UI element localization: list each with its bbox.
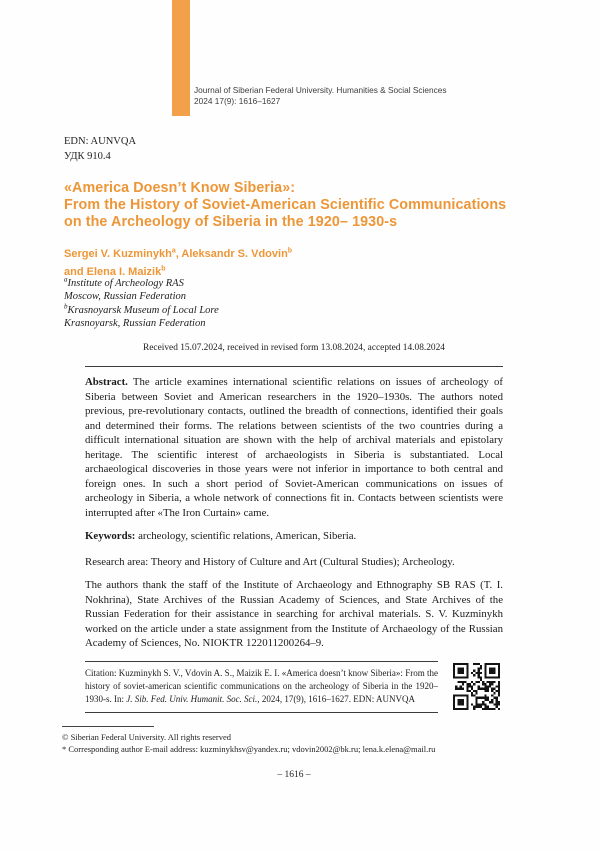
journal-issue: 2024 17(9): 1616–1627 (194, 95, 281, 106)
edn-code: EDN: AUNVQA (64, 136, 137, 147)
correspondence-line: * Corresponding author E-mail address: kuzminykhsv@yandex.ru; vdovin2002@bk.ru; lena.k.elena@mail.ru (62, 744, 436, 755)
citation-journal-abbrev: J. Sib. Fed. Univ. Humanit. Soc. Sci., (126, 693, 260, 704)
authors-line-1 (64, 246, 292, 264)
acknowledgement-paragraph: The authors thank the staff of the Institute of Archaeology and Ethnography SB RAS (T. I. Nokhrina), State Archives of the Russian Academy of Sciences, and State Archives of the Russian Federation for their assistance in searching for archival materials. S. V. Kuzminykh worked on the article under a state assignment from the Institute of Archaeology of the Russian Academy of Sciences, No. NIOKTR 122011200264–9. (85, 579, 503, 649)
journal-accent-bar (172, 0, 190, 116)
affiliations-block (64, 277, 219, 331)
citation-block (85, 661, 438, 713)
article-title (64, 180, 544, 231)
affiliation-line (64, 277, 219, 290)
received-dates: Received 15.07.2024, received in revised form 13.08.2024, accepted 14.08.2024 (143, 343, 445, 353)
author-name: and Elena I. Maizik (64, 265, 162, 278)
footnote-rule (62, 726, 154, 727)
author-affiliation-mark: a (171, 247, 176, 255)
keywords-label: Keywords: (85, 530, 136, 542)
authors-block (64, 246, 292, 281)
abstract-text: The article examines international scientific relations on issues of archeology of Siberia between Soviet and American researchers in the 1920–1930s. The authors noted previous, pre-revolutionary contacts, outlined the breadth of connections, identified their goals and determined their forms. The relations between scientists of the two countries during a difficult international situation are shown with the help of archival materials and epistolary heritage. The scientific interest of archaeologists in Siberia is substantiated. Local archaeological discoveries in those years were not inferior in importance to both central and foreign ones. In such a short period of Soviet-American communications on issues of archeology in Siberia, a whole network of connections fit in. Contacts between scientists were interrupted after «The Iron Curtain» came. (85, 376, 503, 519)
citation-row (85, 661, 503, 713)
affiliation-text: Krasnoyarsk, Russian Federation (64, 318, 206, 330)
author-affiliation-mark: b (287, 247, 293, 255)
affiliation-text: Institute of Archeology RAS (67, 278, 184, 289)
affiliation-line (64, 317, 219, 330)
abstract-label: Abstract. (85, 376, 128, 388)
page-number: – 1616 – (277, 770, 311, 780)
affiliation-line (64, 304, 219, 317)
article-meta (64, 135, 136, 164)
keywords-text: archeology, scientific relations, American, Siberia. (135, 530, 357, 542)
journal-name: Journal of Siberian Federal University. Humanities & Social Sciences (194, 85, 447, 95)
article-front-matter (85, 366, 503, 713)
copyright-line: © Siberian Federal University. All rights reserved (62, 732, 232, 742)
citation-suffix: 2024, 17(9), 1616–1627. EDN: AUNVQA (259, 693, 416, 704)
affiliation-text: Krasnoyarsk Museum of Local Lore (67, 304, 219, 316)
abstract-paragraph (85, 375, 503, 520)
author-affiliation-mark: b (161, 264, 166, 272)
affiliation-line (64, 290, 219, 303)
qr-code (453, 663, 500, 710)
research-area-line: Research area: Theory and History of Culture and Art (Cultural Studies); Archeology. (85, 555, 455, 568)
article-title-line: on the Archeology of Siberia in the 1920– 1930-s (64, 214, 398, 230)
keywords-paragraph (85, 529, 503, 544)
udk-code: УДК 910.4 (64, 150, 111, 162)
journal-header (194, 85, 447, 106)
article-title-line: «America Doesn’t Know Siberia»: (64, 180, 296, 196)
footnote-block (62, 726, 532, 756)
affiliation-mark: b (64, 302, 68, 311)
affiliation-text: Moscow, Russian Federation (64, 291, 187, 303)
article-title-line: From the History of Soviet-American Scientific Communications (64, 197, 507, 213)
author-name: , Aleksandr S. Vdovin (175, 248, 288, 260)
citation-prefix: Citation: Kuzminykh S. V., Vdovin A. S., Maizik E. I. «America doesn’t know Siberia»: From the history of soviet-american scientific communications on the archeology of Siberia in the 1920–1930-s. In: (85, 667, 438, 704)
affiliation-mark: a (64, 275, 68, 284)
author-name: Sergei V. Kuzminykh (64, 248, 172, 260)
